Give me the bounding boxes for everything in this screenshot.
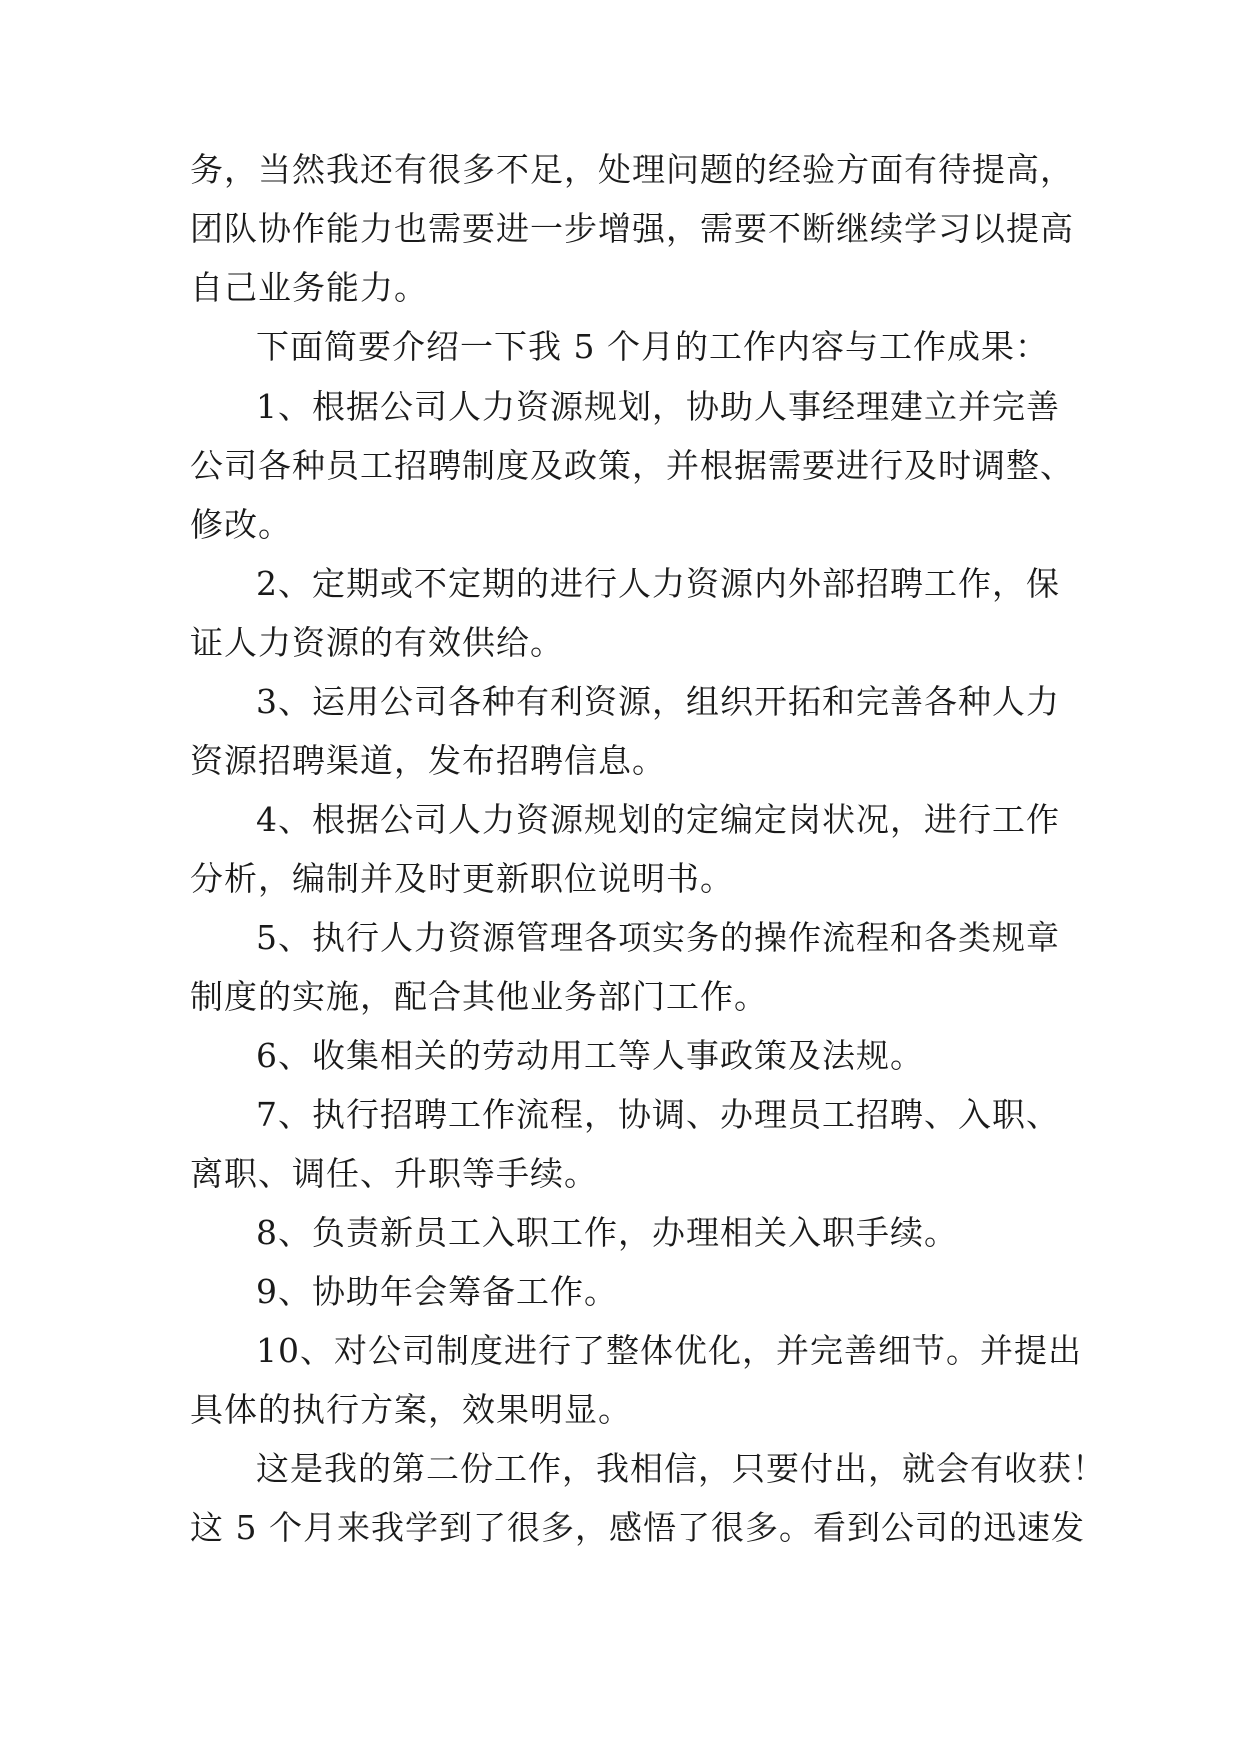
text-line-17: 7、执行招聘工作流程，协调、办理员工招聘、入职、 (256, 1095, 1060, 1134)
text-line-2: 团队协作能力也需要进一步增强，需要不断继续学习以提高 (190, 209, 1074, 248)
text-line-19: 8、负责新员工入职工作，办理相关入职手续。 (256, 1213, 958, 1252)
text-line-18: 离职、调任、升职等手续。 (190, 1154, 598, 1193)
text-line-9: 证人力资源的有效供给。 (190, 623, 564, 662)
text-line-13: 分析，编制并及时更新职位说明书。 (190, 859, 734, 898)
text-line-11: 资源招聘渠道，发布招聘信息。 (190, 741, 666, 780)
text-line-10: 3、运用公司各种有利资源，组织开拓和完善各种人力 (256, 682, 1060, 721)
text-line-16: 6、收集相关的劳动用工等人事政策及法规。 (256, 1036, 924, 1075)
text-line-20: 9、协助年会筹备工作。 (256, 1272, 618, 1311)
text-line-3: 自己业务能力。 (190, 268, 428, 307)
text-line-1: 务，当然我还有很多不足，处理问题的经验方面有待提高， (190, 150, 1074, 189)
text-line-7: 修改。 (190, 505, 292, 544)
text-line-8: 2、定期或不定期的进行人力资源内外部招聘工作，保 (256, 564, 1060, 603)
text-line-22: 具体的执行方案，效果明显。 (190, 1390, 632, 1429)
text-line-14: 5、执行人力资源管理各项实务的操作流程和各类规章 (256, 918, 1060, 957)
text-line-4: 下面简要介绍一下我 5 个月的工作内容与工作成果： (256, 327, 1049, 366)
text-line-6: 公司各种员工招聘制度及政策，并根据需要进行及时调整、 (190, 446, 1074, 485)
text-line-5: 1、根据公司人力资源规划，协助人事经理建立并完善 (256, 387, 1060, 426)
text-line-24: 这 5 个月来我学到了很多，感悟了很多。看到公司的迅速发 (190, 1508, 1085, 1547)
text-line-15: 制度的实施，配合其他业务部门工作。 (190, 977, 768, 1016)
text-line-23: 这是我的第二份工作，我相信，只要付出，就会有收获！ (256, 1449, 1106, 1488)
text-line-12: 4、根据公司人力资源规划的定编定岗状况，进行工作 (256, 800, 1060, 839)
text-line-21: 10、对公司制度进行了整体优化，并完善细节。并提出 (256, 1331, 1082, 1370)
